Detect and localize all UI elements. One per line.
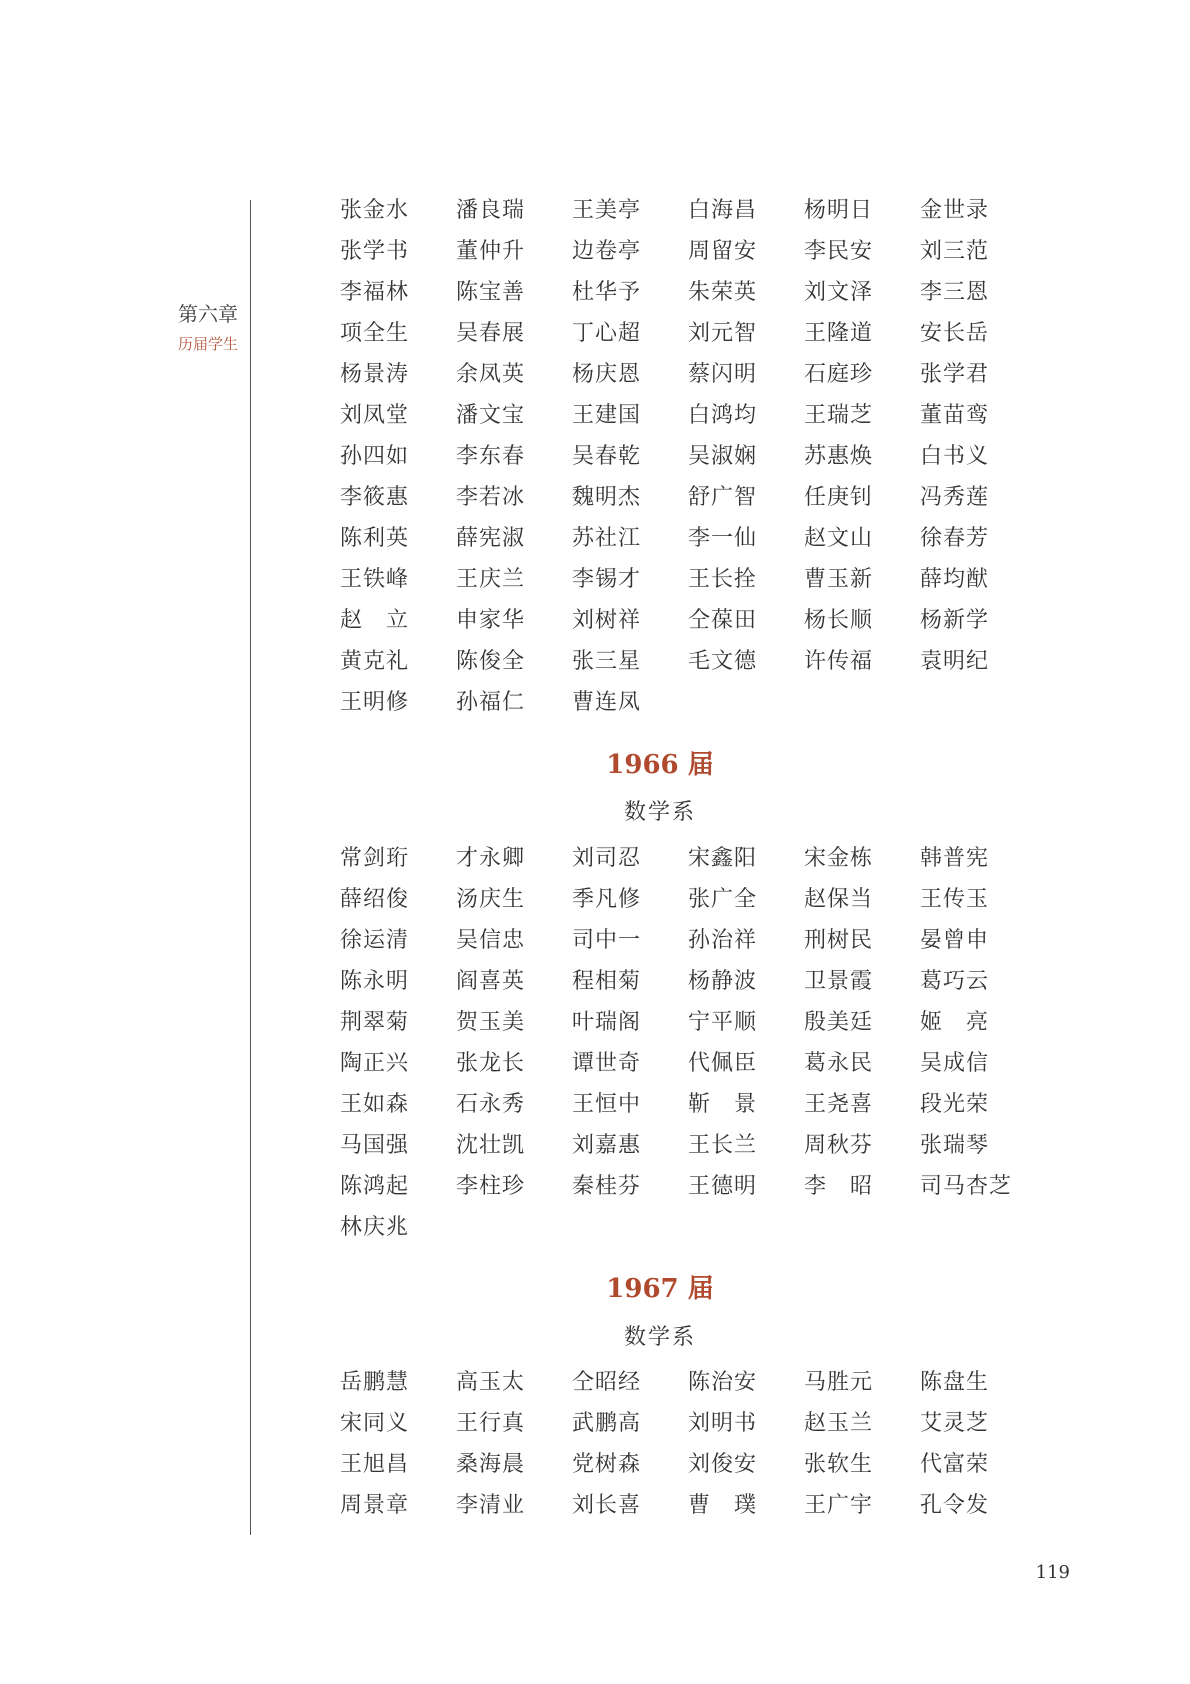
student-name: 张广全 (688, 887, 758, 912)
student-name: 刘司忍 (572, 846, 642, 871)
student-name: 赵文山 (804, 526, 874, 551)
student-name: 苏惠焕 (804, 444, 874, 469)
student-name: 艾灵芝 (920, 1411, 990, 1436)
student-name: 王明修 (340, 690, 410, 715)
student-name: 李筱惠 (340, 485, 410, 510)
student-name: 陈宝善 (456, 280, 526, 305)
student-name: 宋同义 (340, 1411, 410, 1436)
student-name: 袁明纪 (920, 649, 990, 674)
student-name: 王旭昌 (340, 1452, 410, 1477)
student-name: 董苗鸾 (920, 403, 990, 428)
student-name: 潘文宝 (456, 403, 526, 428)
student-name: 王尧喜 (804, 1092, 874, 1117)
student-name: 李锡才 (572, 567, 642, 592)
student-name: 才永卿 (456, 846, 526, 871)
student-name: 韩普宪 (920, 846, 990, 871)
student-name: 刑树民 (804, 928, 874, 953)
student-name: 刘文泽 (804, 280, 874, 305)
name-grid-1967 (340, 1362, 1040, 1526)
student-name: 陈鸿起 (340, 1174, 410, 1199)
student-name: 张学君 (920, 362, 990, 387)
student-name: 李三恩 (920, 280, 990, 305)
student-name: 毛文德 (688, 649, 758, 674)
name-grid-1966 (340, 838, 1040, 1248)
student-name: 汤庆生 (456, 887, 526, 912)
student-name: 周秋芬 (804, 1133, 874, 1158)
student-name: 丁心超 (572, 321, 642, 346)
student-name: 马胜元 (804, 1370, 874, 1395)
chapter-title: 第六章 (178, 302, 238, 326)
student-name: 杨新学 (920, 608, 990, 633)
page-number: 119 (1035, 1562, 1070, 1583)
student-name: 王建国 (572, 403, 642, 428)
student-name: 代富荣 (920, 1452, 990, 1477)
student-name: 曹连凤 (572, 690, 642, 715)
student-name: 余凤英 (456, 362, 526, 387)
chapter-label (40, 300, 240, 356)
student-name: 陈利英 (340, 526, 410, 551)
student-name: 马国强 (340, 1133, 410, 1158)
class-heading-1966: 1966 届 (606, 750, 714, 780)
student-name: 陈永明 (340, 969, 410, 994)
student-name: 陈治安 (688, 1370, 758, 1395)
student-name: 陶正兴 (340, 1051, 410, 1076)
student-name: 陈盘生 (920, 1370, 990, 1395)
student-name: 薛均猷 (920, 567, 990, 592)
student-name: 王德明 (688, 1174, 758, 1199)
student-name: 荆翠菊 (340, 1010, 410, 1035)
student-name: 阎喜英 (456, 969, 526, 994)
student-name: 葛永民 (804, 1051, 874, 1076)
student-name: 武鹏高 (572, 1411, 642, 1436)
student-name: 安长岳 (920, 321, 990, 346)
student-name: 李东春 (456, 444, 526, 469)
student-name: 孙四如 (340, 444, 410, 469)
student-name: 仝昭经 (572, 1370, 642, 1395)
student-name: 徐春芳 (920, 526, 990, 551)
student-name: 吴淑娴 (688, 444, 758, 469)
student-name: 季凡修 (572, 887, 642, 912)
student-name: 王恒中 (572, 1092, 642, 1117)
student-name: 王如森 (340, 1092, 410, 1117)
student-name: 苏社江 (572, 526, 642, 551)
student-name: 桑海晨 (456, 1452, 526, 1477)
student-name: 殷美廷 (804, 1010, 874, 1035)
student-name: 王行真 (456, 1411, 526, 1436)
student-name: 李柱珍 (456, 1174, 526, 1199)
student-name: 谭世奇 (572, 1051, 642, 1076)
student-name: 蔡闪明 (688, 362, 758, 387)
student-name: 冯秀莲 (920, 485, 990, 510)
student-name: 王传玉 (920, 887, 990, 912)
student-name: 曹 璞 (688, 1493, 758, 1518)
student-name: 李福林 (340, 280, 410, 305)
student-name: 吴春展 (456, 321, 526, 346)
student-name: 葛巧云 (920, 969, 990, 994)
student-name: 秦桂芬 (572, 1174, 642, 1199)
student-name: 石永秀 (456, 1092, 526, 1117)
department-label-1967: 数学系 (623, 1325, 696, 1350)
student-name: 刘树祥 (572, 608, 642, 633)
student-name: 司中一 (572, 928, 642, 953)
student-name: 王广宇 (804, 1493, 874, 1518)
vertical-divider (250, 200, 251, 1535)
student-name: 仝葆田 (688, 608, 758, 633)
student-name: 项全生 (340, 321, 410, 346)
student-name: 张瑞琴 (920, 1133, 990, 1158)
student-name: 刘俊安 (688, 1452, 758, 1477)
student-name: 杨庆恩 (572, 362, 642, 387)
student-name: 孙治祥 (688, 928, 758, 953)
student-name: 常剑珩 (340, 846, 410, 871)
student-name: 薛宪淑 (456, 526, 526, 551)
student-name: 石庭珍 (804, 362, 874, 387)
student-name: 许传福 (804, 649, 874, 674)
student-name: 赵 立 (340, 608, 410, 633)
student-name: 张金水 (340, 198, 410, 223)
student-name: 王长兰 (688, 1133, 758, 1158)
student-name: 孔令发 (920, 1493, 990, 1518)
student-name: 薛绍俊 (340, 887, 410, 912)
student-name: 晏曾申 (920, 928, 990, 953)
student-name: 周留安 (688, 239, 758, 264)
student-name: 李清业 (456, 1493, 526, 1518)
student-name: 李 昭 (804, 1174, 874, 1199)
student-name: 白海昌 (688, 198, 758, 223)
student-name: 刘元智 (688, 321, 758, 346)
class-heading-1967: 1967 届 (606, 1274, 714, 1304)
student-name: 杜华予 (572, 280, 642, 305)
student-name: 党树森 (572, 1452, 642, 1477)
student-name: 岳鹏慧 (340, 1370, 410, 1395)
student-name: 张三星 (572, 649, 642, 674)
student-name: 赵保当 (804, 887, 874, 912)
student-name: 林庆兆 (340, 1215, 410, 1240)
student-name: 刘明书 (688, 1411, 758, 1436)
student-name: 舒广智 (688, 485, 758, 510)
student-name: 王隆道 (804, 321, 874, 346)
student-name: 刘嘉惠 (572, 1133, 642, 1158)
student-name: 王长拴 (688, 567, 758, 592)
student-name: 宋鑫阳 (688, 846, 758, 871)
student-name: 李民安 (804, 239, 874, 264)
student-name: 刘长喜 (572, 1493, 642, 1518)
student-name: 任庚钊 (804, 485, 874, 510)
student-name: 杨长顺 (804, 608, 874, 633)
student-name: 叶瑞阁 (572, 1010, 642, 1035)
student-name: 刘三范 (920, 239, 990, 264)
student-name: 黄克礼 (340, 649, 410, 674)
student-name: 宁平顺 (688, 1010, 758, 1035)
student-name: 周景章 (340, 1493, 410, 1518)
student-name: 王瑞芝 (804, 403, 874, 428)
student-name: 徐运清 (340, 928, 410, 953)
student-name: 段光荣 (920, 1092, 990, 1117)
student-name: 杨静波 (688, 969, 758, 994)
student-name: 杨景涛 (340, 362, 410, 387)
student-name: 吴信忠 (456, 928, 526, 953)
student-name: 陈俊全 (456, 649, 526, 674)
student-name: 司马杏芝 (920, 1174, 1013, 1199)
department-label-1966: 数学系 (623, 800, 696, 825)
student-name: 董仲升 (456, 239, 526, 264)
student-name: 孙福仁 (456, 690, 526, 715)
student-name: 王铁峰 (340, 567, 410, 592)
student-name: 王庆兰 (456, 567, 526, 592)
student-name: 朱荣英 (688, 280, 758, 305)
student-name: 白鸿均 (688, 403, 758, 428)
student-name: 姬 亮 (920, 1010, 990, 1035)
student-name: 魏明杰 (572, 485, 642, 510)
student-name: 沈壮凯 (456, 1133, 526, 1158)
student-name: 吴春乾 (572, 444, 642, 469)
student-name: 高玉太 (456, 1370, 526, 1395)
student-name: 王美亭 (572, 198, 642, 223)
student-name: 张学书 (340, 239, 410, 264)
name-grid-previous-class (340, 190, 1040, 723)
student-name: 金世录 (920, 198, 990, 223)
chapter-subtitle: 历届学生 (177, 335, 238, 353)
student-name: 杨明日 (804, 198, 874, 223)
student-name: 宋金栋 (804, 846, 874, 871)
student-name: 刘凤堂 (340, 403, 410, 428)
student-name: 潘良瑞 (456, 198, 526, 223)
student-name: 贺玉美 (456, 1010, 526, 1035)
student-name: 代佩臣 (688, 1051, 758, 1076)
student-name: 吴成信 (920, 1051, 990, 1076)
student-name: 张软生 (804, 1452, 874, 1477)
student-name: 申家华 (456, 608, 526, 633)
student-name: 赵玉兰 (804, 1411, 874, 1436)
student-name: 程相菊 (572, 969, 642, 994)
student-name: 张龙长 (456, 1051, 526, 1076)
student-name: 曹玉新 (804, 567, 874, 592)
student-name: 边卷亭 (572, 239, 642, 264)
student-name: 李一仙 (688, 526, 758, 551)
student-name: 白书义 (920, 444, 990, 469)
student-name: 李若冰 (456, 485, 526, 510)
student-name: 卫景霞 (804, 969, 874, 994)
student-name: 靳 景 (688, 1092, 758, 1117)
